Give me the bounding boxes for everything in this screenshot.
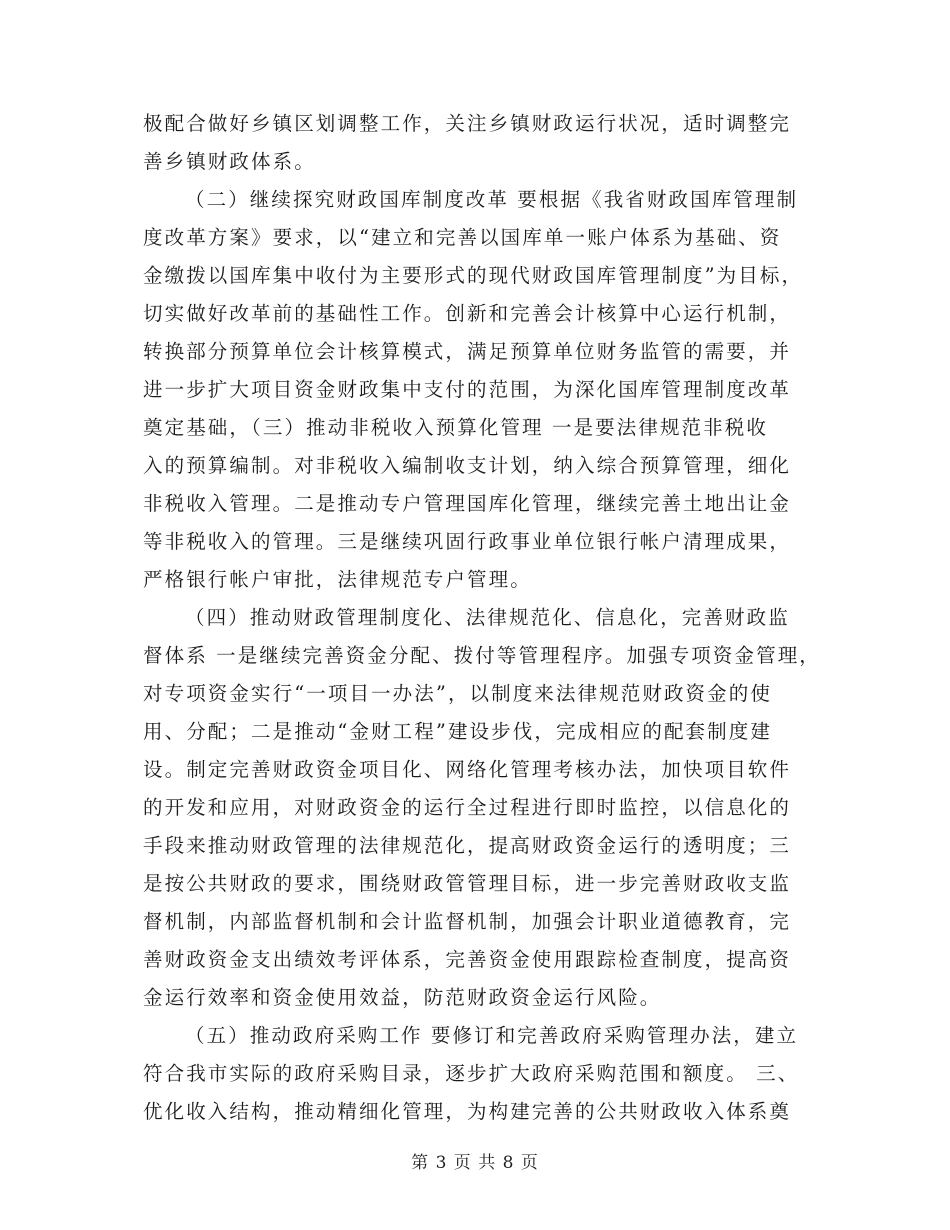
text-line: 设。制定完善财政资金项目化、网络化管理考核办法，加快项目软件 [143, 758, 792, 781]
text-line: 善乡镇财政体系。 [143, 150, 316, 173]
text-line: 严格银行帐户审批，法律规范专户管理。 [143, 568, 532, 591]
text-line: （二）继续探究财政国库制度改革 要根据《我省财政国库管理制 [185, 188, 799, 211]
text-line: 对专项资金实行“一项目一办法”，以制度来法律规范财政资金的使 [143, 682, 772, 705]
text-line: 进一步扩大项目资金财政集中支付的范围，为深化国库管理制度改革 [143, 378, 792, 401]
text-line: 金运行效率和资金使用效益，防范财政资金运行风险。 [143, 986, 662, 1009]
text-line: （四）推动财政管理制度化、法律规范化、信息化，完善财政监 [185, 606, 790, 629]
page-number: 第 3 页 共 8 页 [411, 1153, 539, 1173]
text-line: 非税收入管理。二是推动专户管理国库化管理，继续完善土地出让金 [143, 492, 792, 515]
text-line: 手段来推动财政管理的法律规范化，提高财政资金运行的透明度；三 [143, 834, 792, 857]
text-line: 转换部分预算单位会计核算模式，满足预算单位财务监管的需要，并 [143, 340, 792, 363]
text-line: 的开发和应用，对财政资金的运行全过程进行即时监控，以信息化的 [143, 796, 792, 819]
text-line: 督体系 一是继续完善资金分配、拨付等管理程序。加强专项资金管理， [143, 644, 821, 667]
text-line: 符合我市实际的政府采购目录，逐步扩大政府采购范围和额度。 三、 [143, 1062, 800, 1085]
text-line: 金缴拨以国库集中收付为主要形式的现代财政国库管理制度”为目标， [143, 264, 804, 287]
text-line: 切实做好改革前的基础性工作。创新和完善会计核算中心运行机制， [143, 302, 792, 325]
text-line: 用、分配；二是推动“金财工程”建设步伐，完成相应的配套制度建 [143, 720, 772, 743]
text-line: （五）推动政府采购工作 要修订和完善政府采购管理办法，建立 [185, 1024, 799, 1047]
text-line: 极配合做好乡镇区划调整工作，关注乡镇财政运行状况，适时调整完 [143, 112, 792, 135]
text-line: 等非税收入的管理。三是继续巩固行政事业单位银行帐户清理成果， [143, 530, 792, 553]
text-line: 入的预算编制。对非税收入编制收支计划，纳入综合预算管理，细化 [143, 454, 792, 477]
text-line: 优化收入结构，推动精细化管理，为构建完善的公共财政收入体系奠 [143, 1100, 792, 1123]
text-line: 度改革方案》要求，以“建立和完善以国库单一账户体系为基础、资 [143, 226, 782, 249]
text-line: 是按公共财政的要求，围绕财政管管理目标，进一步完善财政收支监 [143, 872, 792, 895]
text-line: 善财政资金支出绩效考评体系，完善资金使用跟踪检查制度，提高资 [143, 948, 792, 971]
text-line: 奠定基础，（三）推动非税收入预算化管理 一是要法律规范非税收 [143, 416, 768, 439]
text-line: 督机制，内部监督机制和会计监督机制，加强会计职业道德教育，完 [143, 910, 792, 933]
